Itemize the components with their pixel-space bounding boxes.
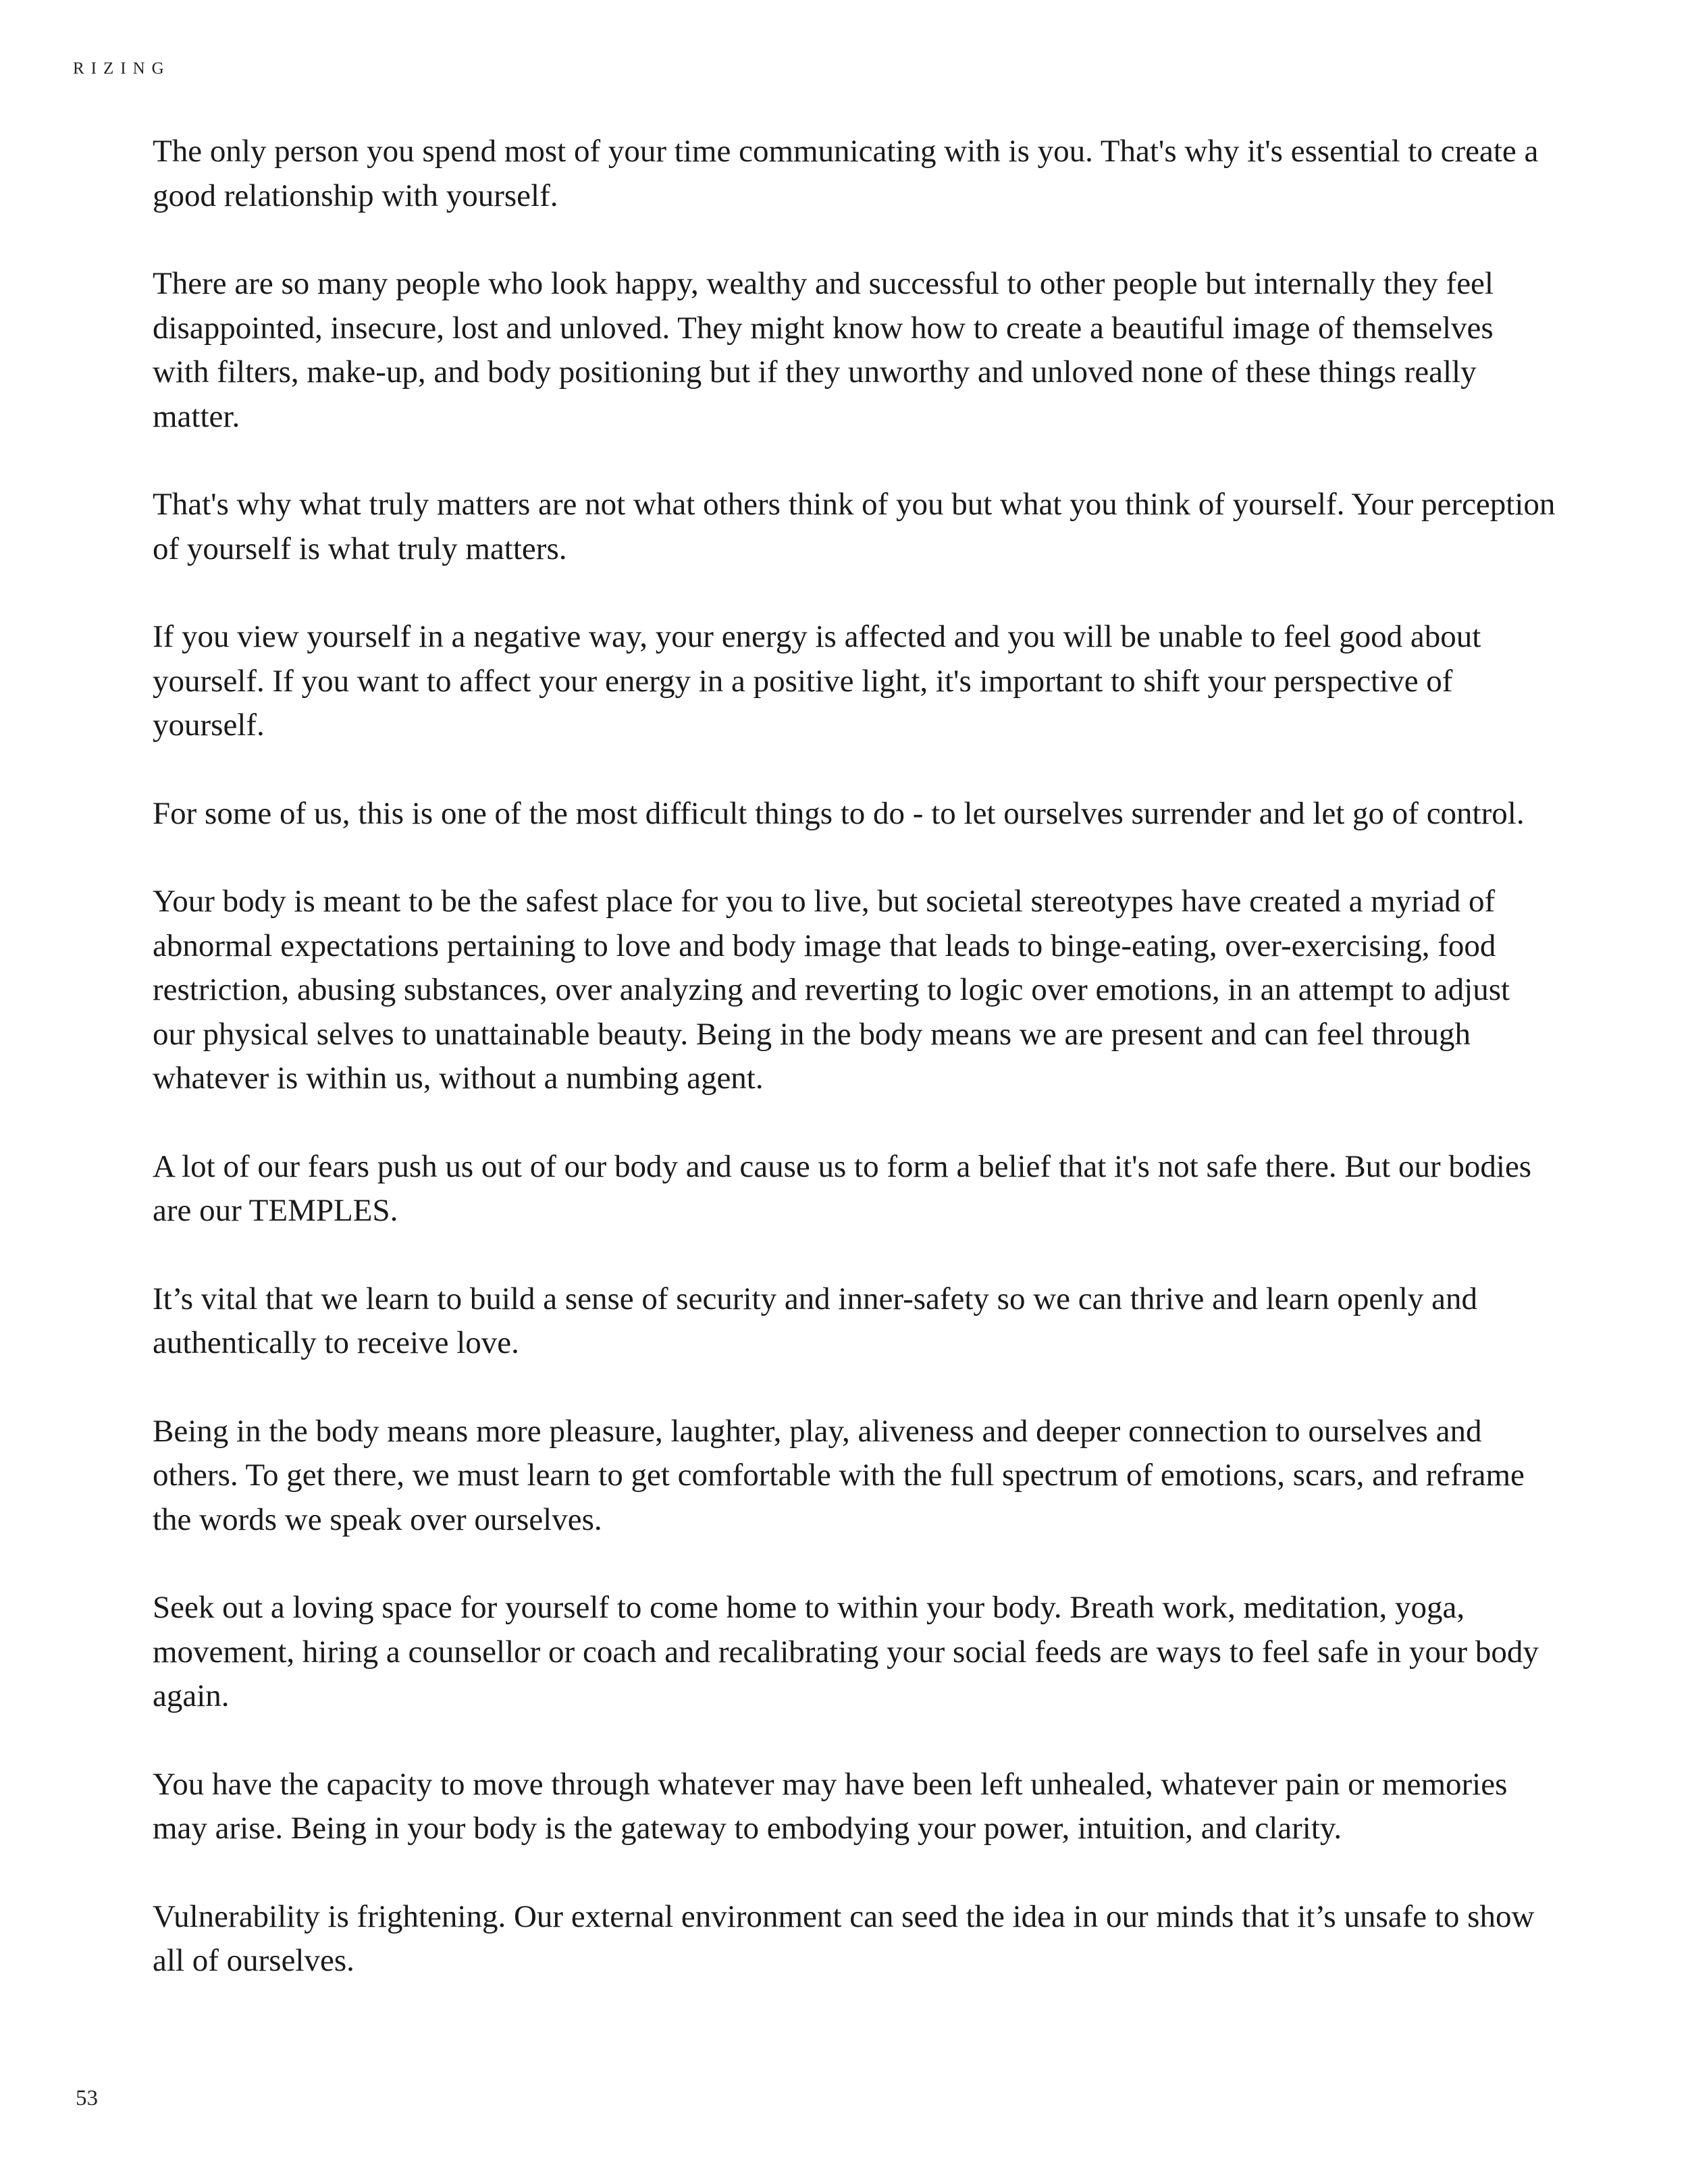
paragraph: If you view yourself in a negative way, your energy is affected and you will be unable to feel good about yourself. If you want to affect your energy in a positive light, it's important to shift your perspective of yourself.	[153, 619, 1481, 743]
body-text	[153, 130, 1557, 2027]
page-number: 53	[76, 2086, 98, 2110]
paragraph: A lot of our fears push us out of our body and cause us to form a belief that it's not safe there. But our bodies are our TEMPLES.	[153, 1148, 1532, 1228]
paragraph: You have the capacity to move through whatever may have been left unhealed, whatever pain or memories may arise. Being in your body is the gateway to embodying your power, intuition, and clarity.	[153, 1766, 1508, 1846]
paragraph: Vulnerability is frightening. Our external environment can seed the idea in our minds that it’s unsafe to show all of ourselves.	[153, 1898, 1535, 1978]
paragraph: Your body is meant to be the safest place for you to live, but societal stereotypes have created a myriad of abnormal expectations pertaining to love and body image that leads to binge-eating, over-exercising, food restriction, abusing substances, over analyzing and reverting to logic over emotions, in an attempt to adjust our physical selves to unattainable beauty. Being in the body means we are present and can feel through whatever is within us, without a numbing agent.	[153, 884, 1510, 1096]
paragraph: For some of us, this is one of the most difficult things to do - to let ourselves surrender and let go of control.	[153, 795, 1525, 831]
paragraph: That's why what truly matters are not what others think of you but what you think of yourself. Your perception of yourself is what truly matters.	[153, 487, 1556, 566]
paragraph: Being in the body means more pleasure, laughter, play, aliveness and deeper connection to ourselves and others. To get there, we must learn to get comfortable with the full spectrum of emotions, scars, and reframe the words we speak over ourselves.	[153, 1413, 1525, 1537]
paragraph: Seek out a loving space for yourself to come home to within your body. Breath work, meditation, yoga, movement, hiring a counsellor or coach and recalibrating your social feeds are ways to feel safe in your body again.	[153, 1590, 1539, 1713]
running-header: RIZING	[73, 59, 171, 78]
paragraph: There are so many people who look happy, wealthy and successful to other people but internally they feel disappointed, insecure, lost and unloved. They might know how to create a beautiful image of themselves with filters, make-up, and body positioning but if they unworthy and unloved none of these things really matter.	[153, 266, 1494, 434]
paragraph: The only person you spend most of your time communicating with is you. That's why it's essential to create a good relationship with yourself.	[153, 134, 1539, 213]
paragraph: It’s vital that we learn to build a sense of security and inner-safety so we can thrive and learn openly and authentically to receive love.	[153, 1281, 1477, 1360]
